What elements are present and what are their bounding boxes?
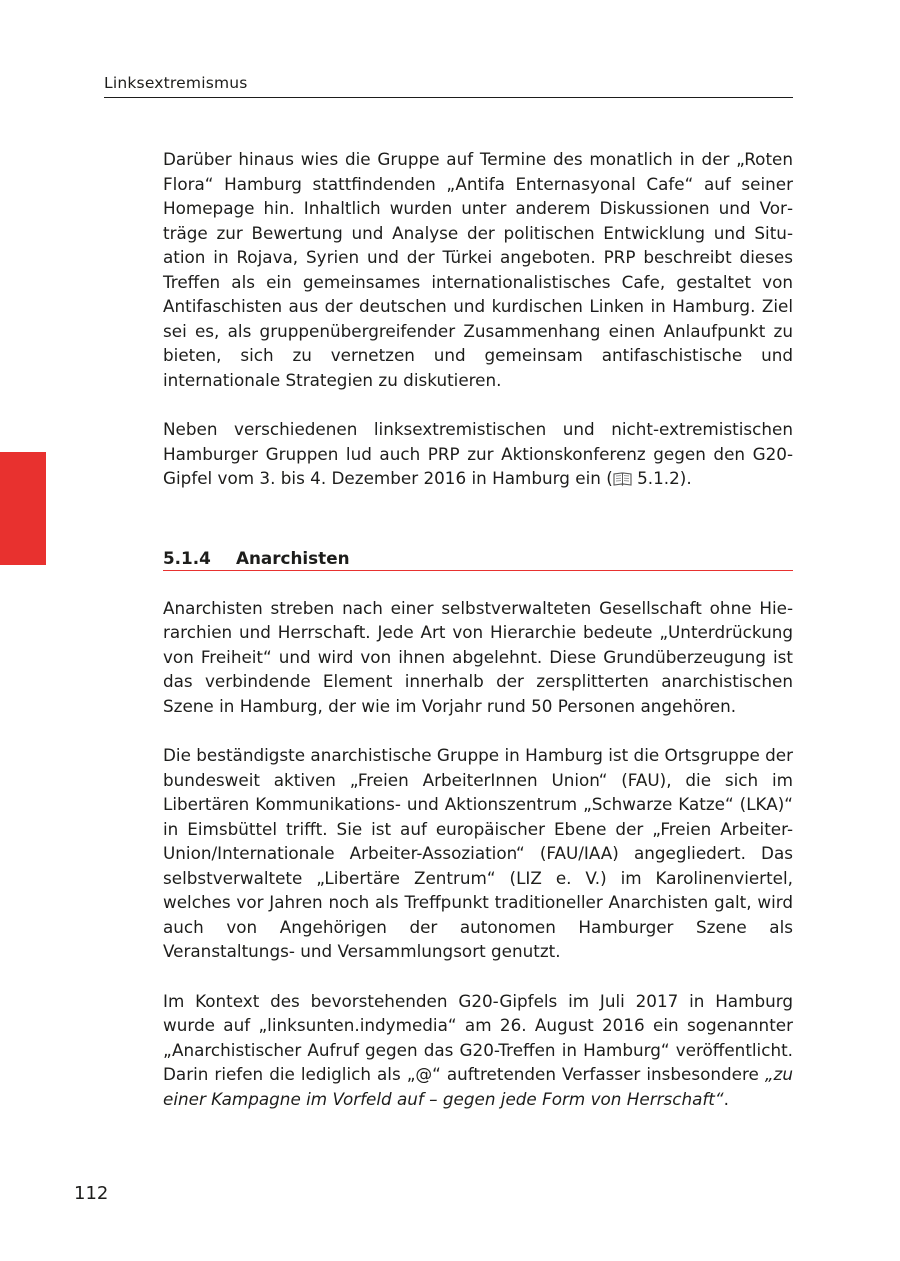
paragraph-2-text: Neben verschiedenen linksextremistischen und nicht-extremistischen Hamburger Gruppen lud auch PRP zur Aktionskonferenz gegen den G20-Gipfel vom 3. bis 4. Dezember 2016 in Hamburg ein ( [163,419,793,488]
paragraph-3: Anarchisten streben nach einer selbstverwalteten Gesellschaft ohne Hierarchien und Herrschaft. Jede Art von Hierarchie bedeute „Unterdrückung von Freiheit“ und wird von ihnen abgelehnt. Diese Grundüberzeugung ist das verbindende Element innerhalb der zersplitterten anarchistischen Szene in Hamburg, der wie im Vorjahr rund 50 Personen angehören. [163,597,793,716]
paragraph-5 [163,989,793,1112]
main-content [163,147,793,1111]
paragraph-5-end: . [723,1088,729,1109]
paragraph-5-quote: „zu einer Kampagne im Vorfeld auf – gegen jede Form von Herrschaft“ [163,1064,793,1109]
chapter-side-marker [0,452,46,565]
book-icon [613,472,632,486]
paragraph-5-text: Im Kontext des bevorstehenden G20-Gipfels im Juli 2017 in Hamburg wurde auf „linksunten.indymedia“ am 26. August 2016 ein sogenannter „Anarchistischer Aufruf gegen das G20-Treffen in Hamburg“ veröffentlicht. Darin riefen die lediglich als „@“ auftretenden Verfasser insbesondere [163,990,793,1084]
paragraph-2-ref: 5.1.2). [631,468,692,488]
page-number: 112 [74,1183,109,1204]
paragraph-2 [163,417,793,491]
section-heading [163,546,793,571]
section-number: 5.1.4 [163,547,211,568]
paragraph-1: Darüber hinaus wies die Gruppe auf Termine des monatlich in der „Roten Flora“ Hamburg stattfindenden „Antifa Enternasyonal Cafe“ auf seiner Homepage hin. Inhaltlich wurden unter anderem Diskussionen und Vorträge zur Bewertung und Analyse der politischen Entwicklung und Situation in Rojava, Syrien und der Türkei angeboten. PRP beschreibt dieses Treffen als ein gemeinsames internationalistisches Cafe, gestaltet von Antifaschisten aus der deutschen und kurdischen Linken in Hamburg. Ziel sei es, als gruppenübergreifender Zusammenhang einen Anlaufpunkt zu bieten, sich zu vernetzen und gemeinsam antifaschistische und internationale Strategien zu diskutieren. [163,149,793,390]
running-head: Linksextremismus [104,74,793,98]
paragraph-4: Die beständigste anarchistische Gruppe in Hamburg ist die Ortsgruppe der bundesweit aktiven „Freien ArbeiterInnen Union“ (FAU), die sich im Libertären Kommunikations- und Aktionszentrum „Schwarze Katze“ (LKA)“ in Eimsbüttel trifft. Sie ist auf europäischer Ebene der „Freien Arbeiter-Union/Internationale Arbeiter-Assoziation“ (FAU/IAA) angegliedert. Das selbstverwaltete „Libertäre Zentrum“ (LIZ e. V.) im Karolinenviertel, welches vor Jahren noch als Treffpunkt traditioneller Anarchisten galt, wird auch von Angehörigen der autonomen Hamburger Szene als Veranstaltungs- und Versammlungsort genutzt. [163,745,793,961]
section-title: Anarchisten [236,547,350,568]
